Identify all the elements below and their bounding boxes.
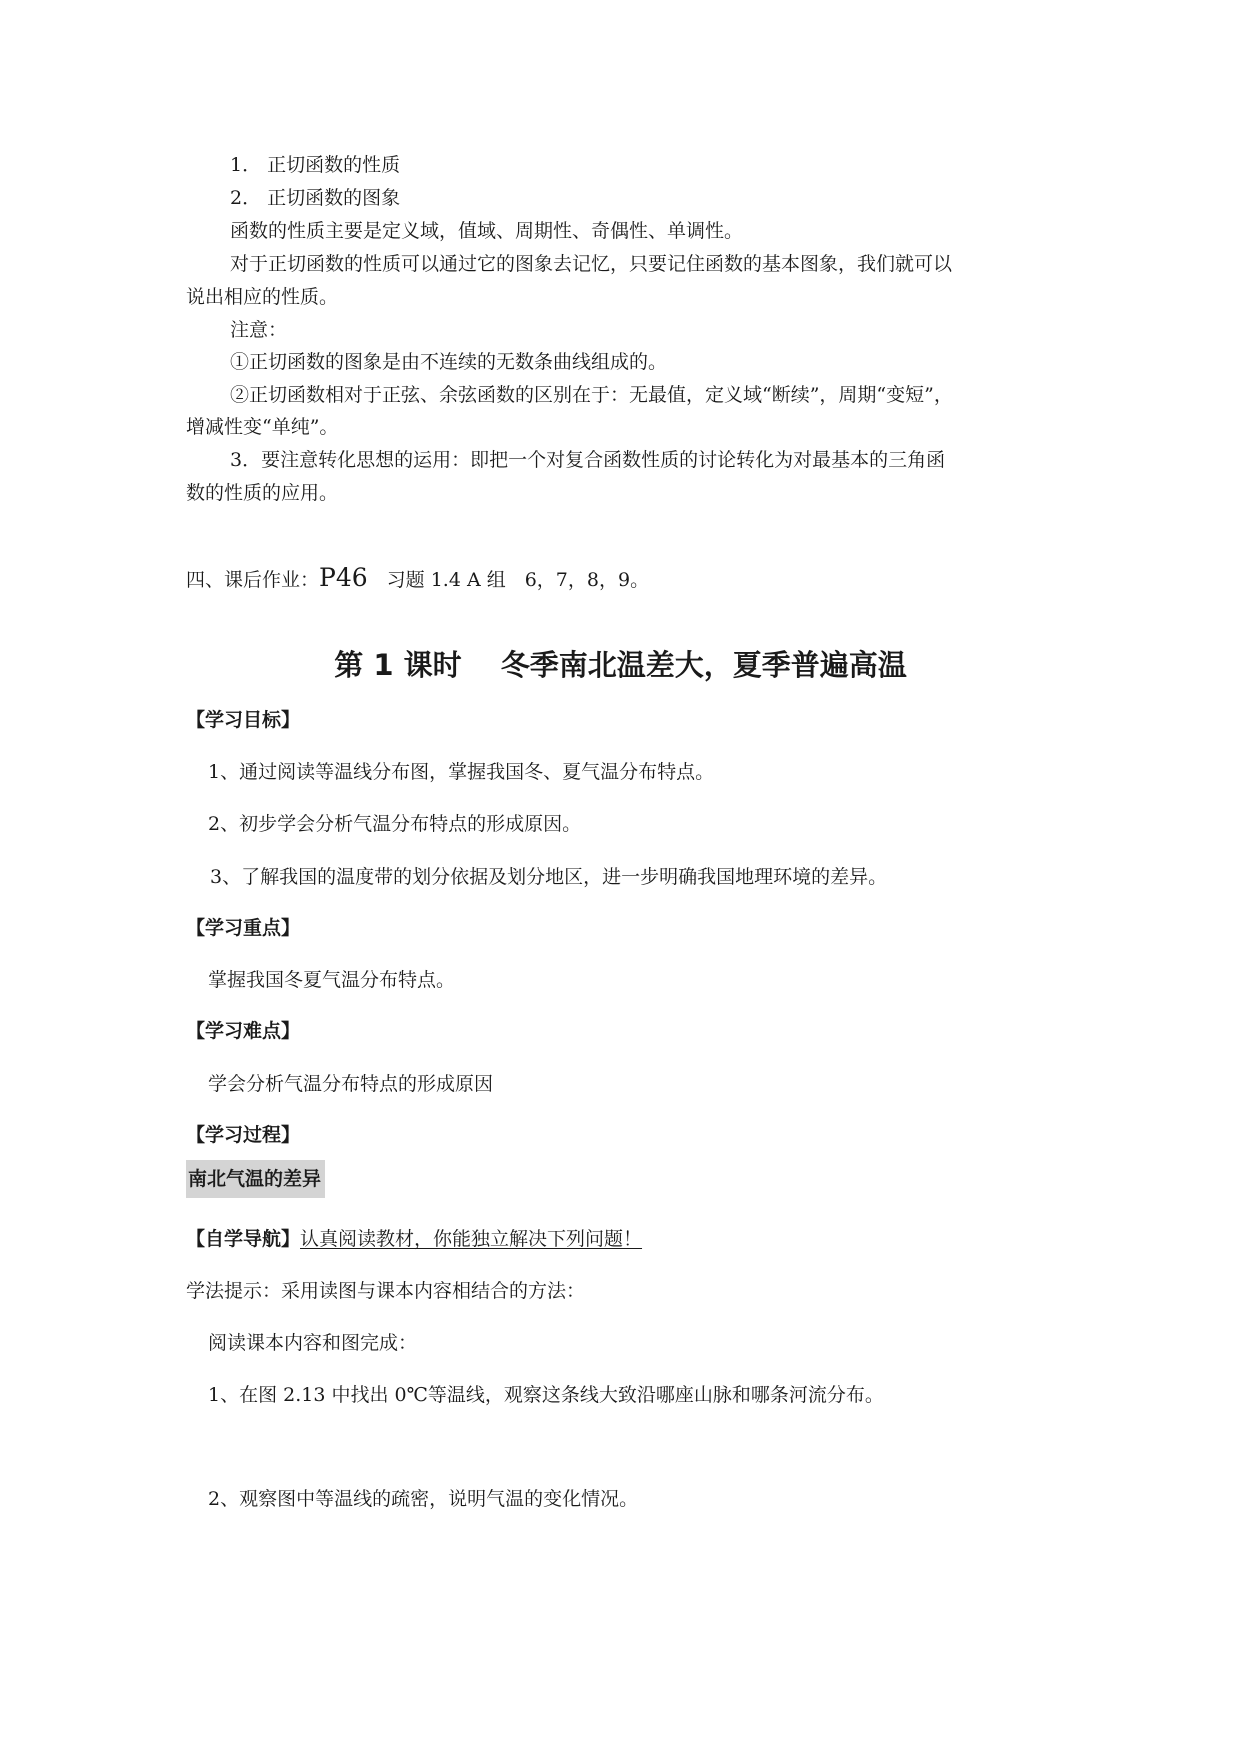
objective-item: 3、了解我国的温度带的划分依据及划分地区，进一步明确我国地理环境的差异。 [210, 866, 888, 888]
objectives-heading: 【学习目标】 [186, 709, 301, 731]
paragraph-memory-line1: 对于正切函数的性质可以通过它的图象去记忆，只要记住函数的基本图象，我们就可以 [230, 253, 953, 275]
read-instruction: 阅读课本内容和图完成： [208, 1332, 418, 1354]
objective-item: 2、初步学会分析气温分布特点的形成原因。 [208, 813, 582, 835]
list-item-3-line1: 3．要注意转化思想的运用：即把一个对复合函数性质的讨论转化为对最基本的三角函 [230, 449, 946, 471]
homework-line [186, 563, 649, 595]
note-label: 注意： [230, 319, 288, 341]
difficulty-text: 学会分析气温分布特点的形成原因 [208, 1073, 494, 1095]
note-2-line2: 增减性变“单纯”。 [186, 416, 339, 438]
paragraph-properties: 函数的性质主要是定义域，值域、周期性、奇偶性、单调性。 [230, 220, 744, 242]
question-2: 2、观察图中等温线的疏密，说明气温的变化情况。 [208, 1488, 639, 1510]
subsection-heading [186, 1167, 325, 1191]
question-1: 1、在图 2.13 中找出 0℃等温线，观察这条线大致沿哪座山脉和哪条河流分布。 [208, 1384, 884, 1406]
difficulty-heading: 【学习难点】 [186, 1020, 301, 1042]
list-item-1: 1． 正切函数的性质 [230, 154, 401, 176]
key-points-heading: 【学习重点】 [186, 917, 301, 939]
process-heading: 【学习过程】 [186, 1124, 301, 1146]
objective-item: 1、通过阅读等温线分布图，掌握我国冬、夏气温分布特点。 [208, 761, 715, 783]
paragraph-memory-line2: 说出相应的性质。 [186, 286, 339, 308]
subsection-heading-text: 南北气温的差异 [186, 1160, 325, 1198]
key-points-text: 掌握我国冬夏气温分布特点。 [208, 969, 456, 991]
list-item-2: 2． 正切函数的图象 [230, 187, 401, 209]
homework-rest: 习题 1.4 A 组 6，7，8，9。 [367, 569, 650, 591]
method-tip: 学法提示：采用读图与课本内容相结合的方法： [186, 1280, 586, 1302]
note-1: ①正切函数的图象是由不连续的无数条曲线组成的。 [230, 351, 668, 373]
list-item-3-line2: 数的性质的应用。 [186, 482, 339, 504]
self-study-line [186, 1227, 642, 1251]
note-2-line1: ②正切函数相对于正弦、余弦函数的区别在于：无最值，定义域“断续”，周期“变短”， [230, 384, 953, 406]
homework-page-ref: P46 [319, 563, 368, 592]
self-study-text: 认真阅读教材，你能独立解决下列问题！ [300, 1228, 643, 1250]
self-study-label: 【自学导航】 [186, 1228, 301, 1250]
lesson-title: 第 1 课时 冬季南北温差大，夏季普遍高温 [334, 648, 907, 682]
homework-prefix: 四、课后作业： [186, 569, 320, 591]
